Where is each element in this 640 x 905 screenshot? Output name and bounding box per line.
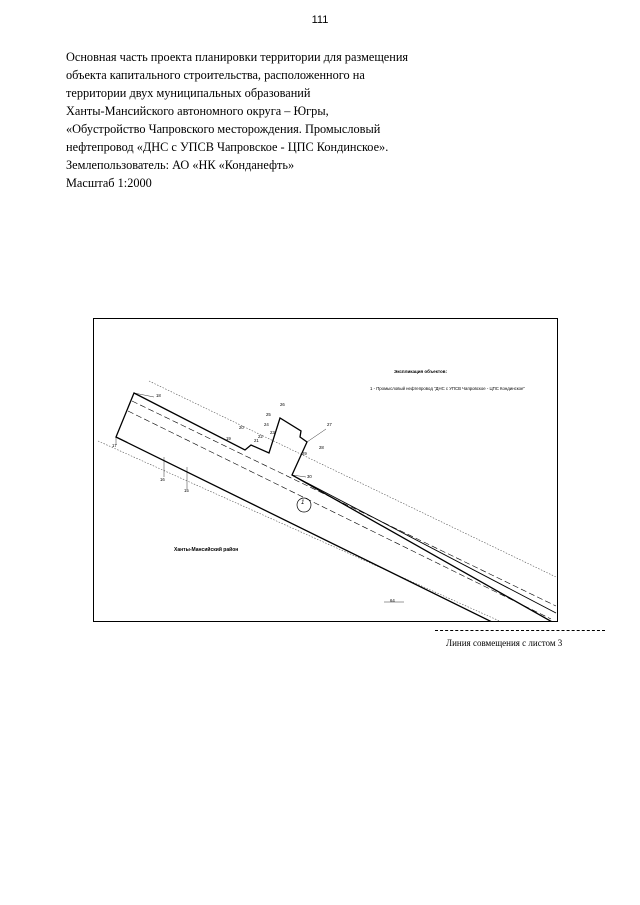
- combination-line: [435, 630, 605, 631]
- planning-map: [93, 318, 558, 622]
- header-line: Землепользователь: АО «НК «Конданефть»: [66, 158, 295, 172]
- point-label: 23: [270, 430, 275, 435]
- point-label: 15: [184, 488, 189, 493]
- point-label: 17: [112, 443, 117, 448]
- point-label: 28: [319, 445, 324, 450]
- point-label: 30: [307, 474, 312, 479]
- point-label: 20: [239, 425, 244, 430]
- point-label: 25: [266, 412, 271, 417]
- header-line: объекта капитального строительства, расположенного на: [66, 68, 365, 82]
- point-label: 29: [302, 451, 307, 456]
- pipeline-line: [128, 411, 551, 619]
- dotted-boundary-line: [98, 441, 504, 622]
- strip-boundary: [292, 475, 556, 613]
- point-label: 21: [254, 438, 259, 443]
- point-label: 64: [390, 598, 395, 603]
- pipeline-line: [132, 401, 556, 606]
- header-line: территории двух муниципальных образований: [66, 86, 311, 100]
- header-line: Масштаб 1:2000: [66, 176, 152, 190]
- legend-title: Экспликация объектов:: [394, 369, 448, 374]
- legend-item: 1 - Промысловый нефтепровод "ДНС с УПСВ Чапровское - ЦПС Кондинское": [370, 386, 525, 391]
- point-label: 27: [327, 422, 332, 427]
- header-line: нефтепровод «ДНС с УПСВ Чапровское - ЦПС Кондинское».: [66, 140, 389, 154]
- region-label: Ханты-Мансийский район: [174, 547, 239, 553]
- map-drawing: [94, 319, 558, 622]
- header-line: «Обустройство Чапровского месторождения. Промысловый: [66, 122, 381, 136]
- point-label: 16: [160, 477, 165, 482]
- object-number: 1: [301, 500, 305, 506]
- document-header: [66, 48, 426, 192]
- page-number: 111: [311, 14, 329, 26]
- header-line: Ханты-Мансийского автономного округа – Югры,: [66, 104, 329, 118]
- point-label: 24: [264, 422, 269, 427]
- header-line: Основная часть проекта планировки территории для размещения: [66, 50, 409, 64]
- allotment-boundary: [116, 393, 554, 622]
- point-label: 26: [280, 402, 285, 407]
- point-label: 22: [258, 434, 263, 439]
- point-label: 19: [226, 436, 231, 441]
- leader-line: [307, 429, 326, 442]
- combination-line-label: Линия совмещения с листом 3: [446, 638, 563, 648]
- point-label: 18: [156, 393, 161, 398]
